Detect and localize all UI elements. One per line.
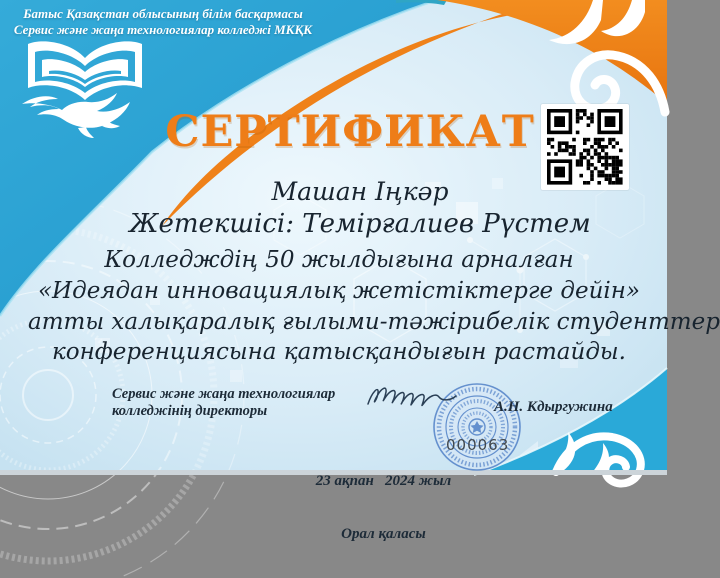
city-line: Орал қаласы xyxy=(341,525,426,542)
signer-name: А.Н. Кдыргужина xyxy=(494,399,613,415)
org-line-1: Батыс Қазақстан облысының білім басқармасы xyxy=(23,6,303,21)
certificate-title: СЕРТИФИКАТ xyxy=(165,107,535,157)
body-line: «Идеядан инновациялық жетістіктерге дейін» xyxy=(37,278,640,304)
body-line: Колледждің 50 жылдығына арналған xyxy=(104,247,574,273)
org-line-2: Сервис және жаңа технологиялар колледжі МКҚК xyxy=(13,22,313,37)
director-role-line-2: колледжінің директоры xyxy=(112,403,268,419)
director-role xyxy=(112,386,372,420)
serial-number: 000063 xyxy=(446,436,510,454)
date-line: 23 ақпан 2024 жыл xyxy=(315,473,452,489)
organization-header xyxy=(8,6,318,38)
date-block xyxy=(276,438,491,578)
director-role-line-1: Сервис және жаңа технологиялар xyxy=(112,386,336,402)
supervisor-line: Жетекшісі: Темірғалиев Рүстем xyxy=(129,209,591,239)
body-line: конференциясына қатысқандығын растайды. xyxy=(52,339,626,365)
recipient-name: Машан Іңкәр xyxy=(271,177,449,206)
certificate-body xyxy=(28,176,720,368)
body-line: атты халықаралық ғылыми-тәжірибелік студенттер xyxy=(28,308,720,335)
